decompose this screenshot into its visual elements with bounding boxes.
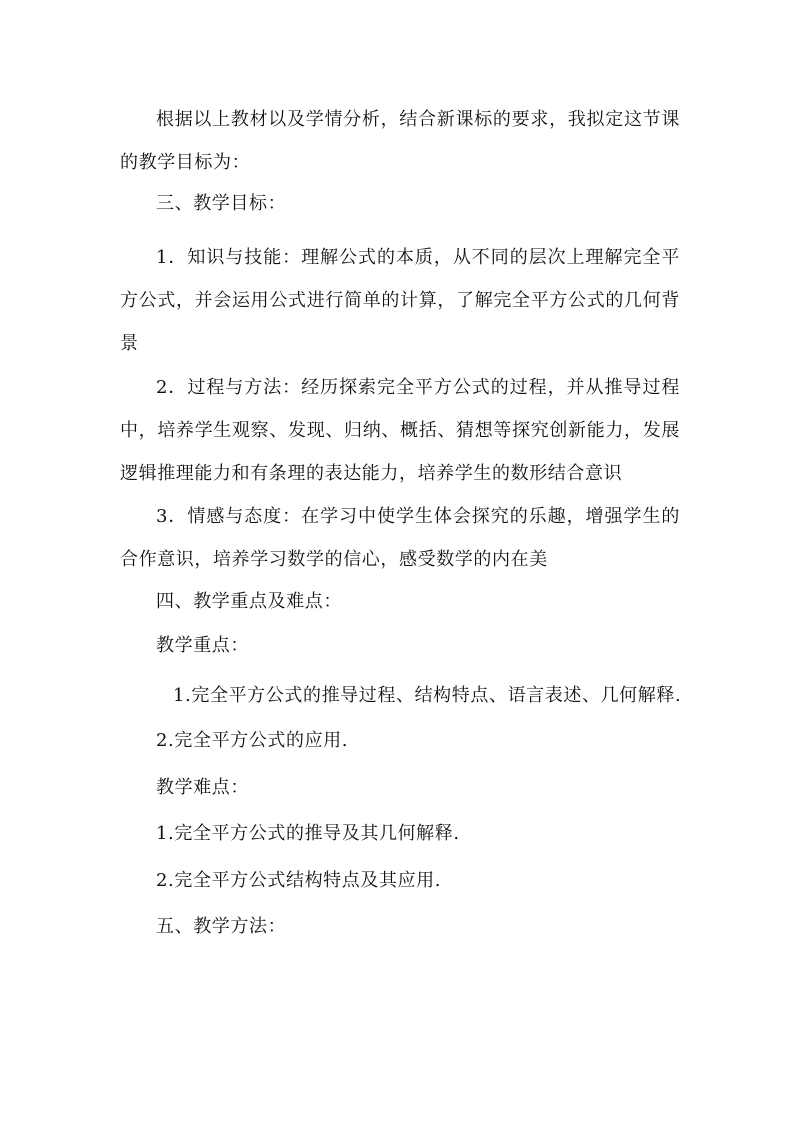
difficulty-2: 2.完全平方公式结构特点及其应用.: [156, 870, 442, 891]
section-heading-objectives: 三、教学目标：: [156, 193, 287, 214]
objective-process-methods: 2．过程与方法：经历探索完全平方公式的过程，并从推导过程中，培养学生观察、发现、归纳、概括、猜想等探究创新能力，发展逻辑推理能力和有条理的表达能力，培养学生的数形结合意识: [120, 377, 680, 484]
key-point-2: 2.完全平方公式的应用.: [156, 730, 349, 751]
section-heading-key-difficult-points: 四、教学重点及难点：: [156, 591, 342, 612]
objective-knowledge-skills: 1．知识与技能：理解公式的本质，从不同的层次上理解完全平方公式，并会运用公式进行简单的计算，了解完全平方公式的几何背景: [120, 247, 680, 354]
section-heading-methods: 五、教学方法：: [156, 916, 287, 937]
key-point-1: 1.完全平方公式的推导过程、结构特点、语言表述、几何解释.: [173, 685, 682, 706]
key-points-label: 教学重点：: [156, 635, 249, 656]
objective-emotion-attitude: 3．情感与态度：在学习中使学生体会探究的乐趣，增强学生的合作意识，培养学习数学的信心，感受数学的内在美: [120, 506, 680, 570]
difficulty-1: 1.完全平方公式的推导及其几何解释.: [156, 823, 460, 844]
intro-paragraph: 根据以上教材以及学情分析，结合新课标的要求，我拟定这节课的教学目标为：: [120, 109, 680, 173]
difficulties-label: 教学难点：: [156, 777, 249, 798]
